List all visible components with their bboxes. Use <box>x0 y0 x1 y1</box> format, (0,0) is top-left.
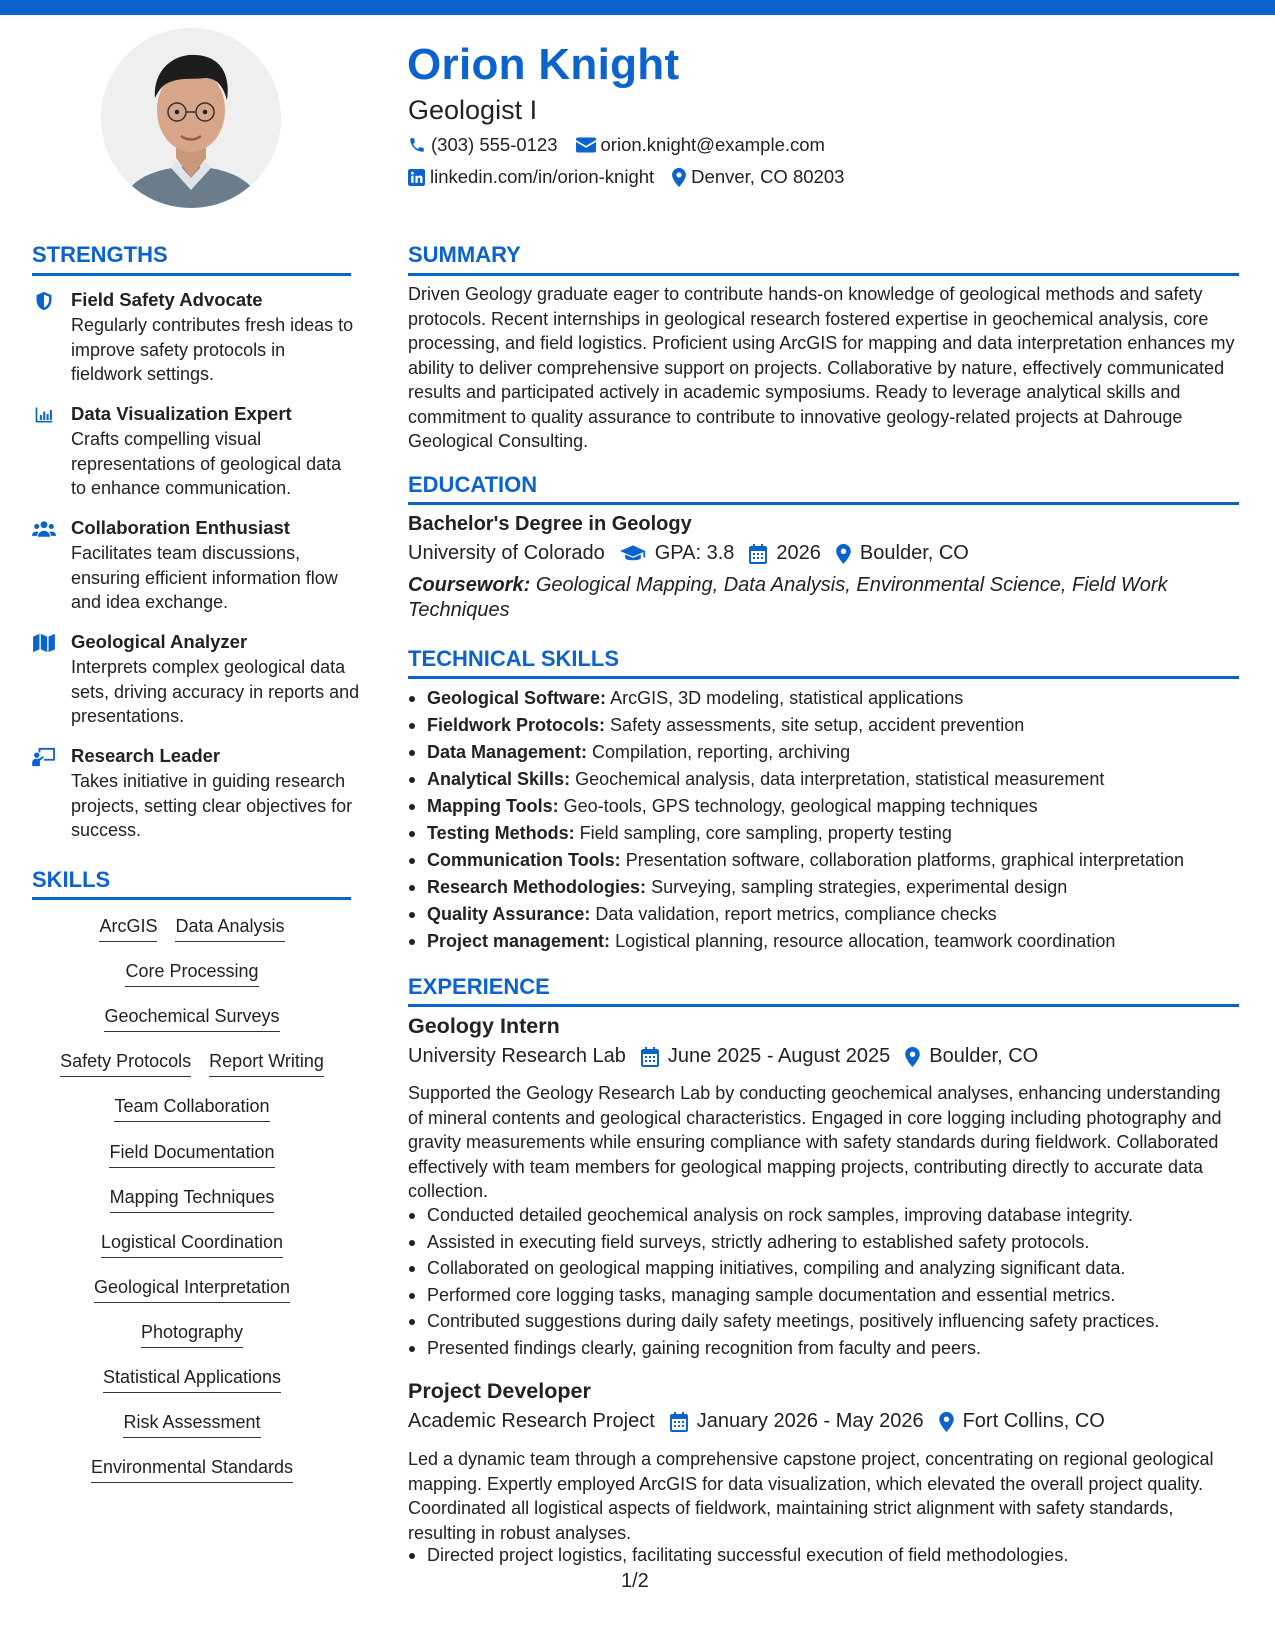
gpa-item <box>620 542 735 565</box>
skills-divider <box>32 897 351 900</box>
map-pin-icon <box>939 1412 954 1432</box>
skill-tag: Mapping Techniques <box>110 1187 275 1213</box>
job-description: Led a dynamic team through a comprehensive capstone project, concentrating on regional geological mapping. Expertly employed ArcGIS for data visualization, which elevated the overall project quality. Coordinated all logistical aspects of fieldwork, maintaining strict alignment with safety standards, resulting in robust analyses. <box>408 1449 1214 1543</box>
linkedin-text: linkedin.com/in/orion-knight <box>430 166 655 187</box>
tech-skill-value: Presentation software, collaboration platforms, graphical interpretation <box>625 850 1184 870</box>
email-text: orion.knight@example.com <box>600 134 825 155</box>
tech-skill-label: Analytical Skills: <box>427 769 571 789</box>
tech-skill-label: Fieldwork Protocols: <box>427 715 606 735</box>
employer-text: Academic Research Project <box>408 1410 655 1432</box>
graduation-cap-icon <box>620 545 646 563</box>
tech-skill-value: Compilation, reporting, archiving <box>592 742 851 762</box>
location-text: Denver, CO 80203 <box>691 166 845 187</box>
contact-row-2 <box>408 166 844 188</box>
list-item <box>408 929 1248 956</box>
shield-icon <box>32 291 56 311</box>
candidate-name: Orion Knight <box>407 40 680 89</box>
strength-title: Geological Analyzer <box>71 631 248 652</box>
employer <box>408 1045 626 1068</box>
skill-tag: Safety Protocols <box>60 1051 191 1077</box>
skill-tag: Statistical Applications <box>103 1367 281 1393</box>
skill-tag: Field Documentation <box>109 1142 274 1168</box>
skill-tag: Data Analysis <box>175 916 284 942</box>
strength-description: Takes initiative in guiding research projects, setting clear objectives for success. <box>71 771 353 840</box>
list-item: Performed core logging tasks, managing sample documentation and essential metrics. <box>408 1283 1248 1310</box>
list-item: Contributed suggestions during daily safety meetings, positively influencing safety practices. <box>408 1309 1248 1336</box>
tech-skill-label: Mapping Tools: <box>427 796 559 816</box>
tech-skill-label: Project management: <box>427 931 611 951</box>
education-meta <box>408 542 984 565</box>
tech-skill-value: Logistical planning, resource allocation, teamwork coordination <box>615 931 1116 951</box>
education-heading: EDUCATION <box>408 472 538 497</box>
experience-heading: EXPERIENCE <box>408 974 550 999</box>
tech-skill-label: Geological Software: <box>427 688 607 708</box>
experience-divider <box>408 1004 1239 1007</box>
calendar-icon <box>641 1047 659 1067</box>
list-item <box>408 848 1248 875</box>
map-icon <box>32 633 56 653</box>
skill-row <box>32 1051 352 1077</box>
education-location-text: Boulder, CO <box>859 542 969 564</box>
skill-tag: ArcGIS <box>99 916 157 942</box>
tech-skill-value: ArcGIS, 3D modeling, statistical applications <box>610 688 964 708</box>
tech-skill-label: Quality Assurance: <box>427 904 591 924</box>
job-meta <box>408 1045 1053 1068</box>
phone-contact[interactable] <box>408 134 558 156</box>
users-icon <box>32 519 56 539</box>
calendar-icon <box>749 544 767 564</box>
job-title: Geology Intern <box>408 1014 560 1038</box>
education-location <box>836 542 969 565</box>
skill-row <box>32 1142 352 1168</box>
job-dates <box>641 1045 890 1068</box>
skill-row <box>32 1187 352 1213</box>
year-text: 2026 <box>776 542 821 564</box>
skill-row <box>32 1457 352 1483</box>
skill-tag: Report Writing <box>209 1051 324 1077</box>
list-item: Conducted detailed geochemical analysis on rock samples, improving database integrity. <box>408 1203 1248 1230</box>
skills-heading: SKILLS <box>32 867 111 892</box>
strength-title: Field Safety Advocate <box>71 289 263 310</box>
job-bullets <box>408 1543 1248 1570</box>
presenter-icon <box>32 747 56 767</box>
list-item: Assisted in executing field surveys, strictly adhering to established safety protocols. <box>408 1230 1248 1257</box>
coursework <box>408 573 1208 622</box>
skill-tag: Team Collaboration <box>114 1096 269 1122</box>
contact-row-1 <box>408 134 825 156</box>
degree-title: Bachelor's Degree in Geology <box>408 513 692 535</box>
summary-heading: SUMMARY <box>408 242 521 267</box>
strength-description: Interprets complex geological data sets, driving accuracy in reports and presentations. <box>71 657 360 726</box>
list-item: Directed project logistics, facilitating successful execution of field methodologies. <box>408 1543 1248 1570</box>
job-bullets <box>408 1203 1248 1362</box>
employer <box>408 1410 655 1433</box>
job-dates <box>670 1410 924 1433</box>
tech-skill-label: Testing Methods: <box>427 823 575 843</box>
skill-tag: Environmental Standards <box>91 1457 293 1483</box>
skill-tag: Geochemical Surveys <box>104 1006 279 1032</box>
list-item <box>408 767 1248 794</box>
skill-row <box>32 1232 352 1258</box>
job-dates-text: June 2025 - August 2025 <box>667 1045 891 1067</box>
skill-row <box>32 1096 352 1122</box>
tech-skill-label: Data Management: <box>427 742 588 762</box>
strength-title: Research Leader <box>71 745 221 766</box>
job-title: Project Developer <box>408 1379 591 1403</box>
top-accent-bar <box>0 0 1275 15</box>
linkedin-contact[interactable] <box>408 166 654 188</box>
list-item <box>408 821 1248 848</box>
tech-skill-value: Geochemical analysis, data interpretation, statistical measurement <box>575 769 1105 789</box>
location-contact <box>672 166 844 188</box>
job-location-text: Boulder, CO <box>929 1045 1039 1067</box>
linkedin-icon <box>408 169 425 186</box>
map-pin-icon <box>836 544 851 564</box>
tech-skill-label: Communication Tools: <box>427 850 621 870</box>
phone-text: (303) 555-0123 <box>431 134 558 155</box>
strengths-divider <box>32 273 351 276</box>
map-pin-icon <box>672 168 686 187</box>
strength-description: Facilitates team discussions, ensuring efficient information flow and idea exchange. <box>71 543 338 612</box>
strength-description: Crafts compelling visual representations of geological data to enhance communication. <box>71 429 342 498</box>
tech-skill-value: Data validation, report metrics, compliance checks <box>595 904 997 924</box>
list-item <box>408 686 1248 713</box>
skill-tag: Photography <box>141 1322 243 1348</box>
skill-row <box>32 1006 352 1032</box>
page-number: 1/2 <box>621 1570 649 1592</box>
bar-chart-icon <box>32 405 56 425</box>
job-dates-text: January 2026 - May 2026 <box>696 1410 924 1432</box>
school-text: University of Colorado <box>408 542 605 564</box>
list-item <box>408 875 1248 902</box>
skill-tag: Risk Assessment <box>123 1412 260 1438</box>
tech-skill-value: Safety assessments, site setup, accident prevention <box>610 715 1025 735</box>
skill-row <box>32 961 352 987</box>
list-item <box>408 902 1248 929</box>
list-item <box>408 713 1248 740</box>
job-location <box>939 1410 1105 1433</box>
list-item: Presented findings clearly, gaining recognition from faculty and peers. <box>408 1336 1248 1363</box>
skill-tag: Logistical Coordination <box>101 1232 283 1258</box>
tech-skill-value: Field sampling, core sampling, property testing <box>579 823 952 843</box>
list-item <box>408 740 1248 767</box>
technical-skills-heading: TECHNICAL SKILLS <box>408 646 620 671</box>
envelope-icon <box>576 137 596 153</box>
job-meta <box>408 1410 1120 1433</box>
summary-divider <box>408 273 1239 276</box>
profile-photo <box>101 28 281 208</box>
skill-row <box>32 1277 352 1303</box>
skill-tag: Core Processing <box>125 961 258 987</box>
summary-text: Driven Geology graduate eager to contribute hands-on knowledge of geological methods and safety protocols. Recent internships in geological research fostered expertise in geochemical analysis, core processing, and field logistics. Proficient using ArcGIS for mapping and data interpretation enhances my ability to deliver comprehensive support on projects. Collaborative by nature, effectively communicated results and participated actively in academic symposiums. Ready to leverage analytical skills and commitment to quality assurance to contribute to innovative geology-related projects at Dahrouge Geological Consulting. <box>408 284 1235 451</box>
technical-skills-divider <box>408 676 1239 679</box>
list-item <box>408 794 1248 821</box>
coursework-label: Coursework: <box>408 574 531 596</box>
skill-row <box>32 916 352 942</box>
tech-skill-label: Research Methodologies: <box>427 877 647 897</box>
strengths-heading: STRENGTHS <box>32 242 168 267</box>
skill-row <box>32 1322 352 1348</box>
skill-tag: Geological Interpretation <box>94 1277 290 1303</box>
employer-text: University Research Lab <box>408 1045 626 1067</box>
job-location-text: Fort Collins, CO <box>962 1410 1105 1432</box>
strength-title: Collaboration Enthusiast <box>71 517 290 538</box>
phone-icon <box>408 136 426 154</box>
technical-skills-list <box>408 686 1248 956</box>
tech-skill-value: Surveying, sampling strategies, experimental design <box>651 877 1068 897</box>
skill-row <box>32 1367 352 1393</box>
email-contact[interactable] <box>576 134 825 156</box>
year-item <box>749 542 821 565</box>
strength-title: Data Visualization Expert <box>71 403 292 424</box>
list-item: Collaborated on geological mapping initiatives, compiling and analyzing significant data. <box>408 1256 1248 1283</box>
gpa-text: GPA: 3.8 <box>654 542 735 564</box>
map-pin-icon <box>905 1047 920 1067</box>
education-divider <box>408 502 1239 505</box>
tech-skill-value: Geo-tools, GPS technology, geological mapping techniques <box>563 796 1038 816</box>
candidate-title: Geologist I <box>408 95 538 125</box>
calendar-icon <box>670 1412 688 1432</box>
coursework-text: Geological Mapping, Data Analysis, Environmental Science, Field Work Techniques <box>408 574 1168 621</box>
job-description: Supported the Geology Research Lab by conducting geochemical analyses, enhancing understanding of mineral contents and geological characteristics. Engaged in core logging including photography and gravity measurements while ensuring compliance with safety standards during fieldwork. Collaborated effectively with team members for geological mapping projects, contributing directly to accurate data collection. <box>408 1083 1222 1201</box>
job-location <box>905 1045 1038 1068</box>
school-name <box>408 542 605 565</box>
skill-row <box>32 1412 352 1438</box>
strength-description: Regularly contributes fresh ideas to improve safety protocols in fieldwork settings. <box>71 315 354 384</box>
